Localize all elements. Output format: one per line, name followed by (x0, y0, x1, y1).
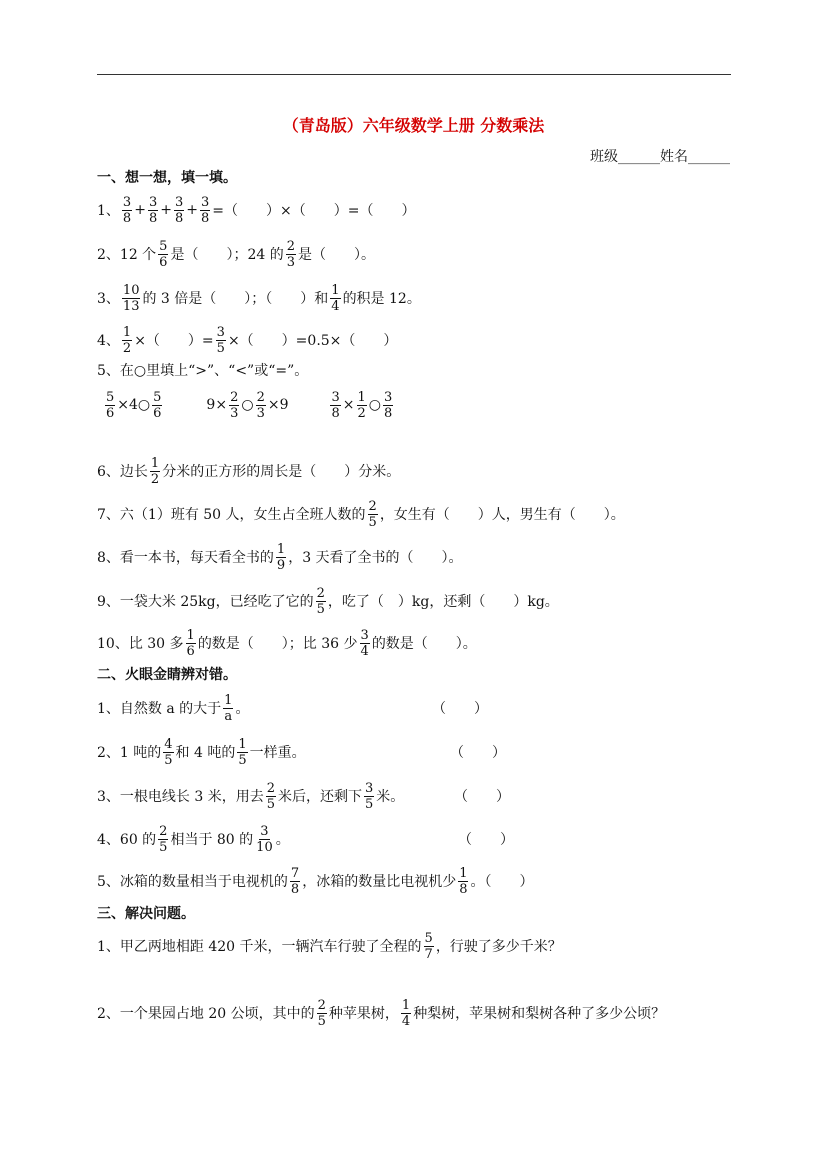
compare-circle[interactable]: ×4○ (117, 397, 151, 413)
fraction: $\frac{2}{5}$ (368, 498, 377, 530)
fraction: $\frac{1}{2}$ (150, 455, 160, 487)
judge-2: 2、1 吨的 $\frac{4}{5}$ 和 4 吨的 $\frac{1}{5}$ 一样重。 (97, 736, 306, 768)
judge-2-answer[interactable]: （ ） (450, 745, 506, 761)
fraction: $\frac{3}{8}$ (122, 194, 132, 226)
judge-1: 1、自然数 a 的大于 $\frac{1}{a}$ 。 (97, 692, 250, 724)
page-title: （青岛版）六年级数学上册 分数乘法 (282, 116, 545, 135)
fraction: $\frac{2}{5}$ (316, 585, 325, 617)
fraction: $\frac{1}{a}$ (224, 692, 233, 724)
fraction: $\frac{5}{7}$ (424, 930, 433, 962)
question-5: 5、在○里填上“>”、“<”或“=”。 (97, 363, 309, 379)
fraction: $\frac{10}{13}$ (122, 282, 140, 314)
fraction: $\frac{2}{5}$ (317, 997, 326, 1029)
fraction: $\frac{7}{8}$ (290, 865, 300, 897)
problem-1: 1、甲乙两地相距 420 千米，一辆汽车行驶了全程的 $\frac{5}{7}$ ，行驶了多少千米？ (97, 930, 562, 962)
compare-circle[interactable]: ○ (368, 397, 381, 413)
judge-4: 4、60 的 $\frac{2}{5}$ 相当于 80 的 $\frac{3}{10}$ 。 (97, 823, 290, 855)
section-1-heading: 一、想一想，填一填。 (97, 170, 237, 186)
question-7: 7、六（1）班有 50 人，女生占全班人数的 $\frac{2}{5}$ ，女生有（ ）人，男生有（ ）。 (97, 498, 625, 530)
fraction: $\frac{1}{2}$ (357, 389, 366, 421)
answer-blanks[interactable]: =（ ）×（ ）=（ ） (212, 203, 416, 219)
judge-5: 5、冰箱的数量相当于电视机的 $\frac{7}{8}$ ，冰箱的数量比电视机少 $\frac{1}{8}$ 。（ ） (97, 865, 534, 897)
fraction: $\frac{1}{5}$ (238, 736, 247, 768)
question-8: 8、看一本书，每天看全书的 $\frac{1}{9}$ ，3 天看了全书的（ ）。 (97, 541, 463, 573)
fraction: $\frac{3}{8}$ (174, 194, 184, 226)
fraction: $\frac{5}{6}$ (159, 238, 168, 270)
question-6: 6、边长 $\frac{1}{2}$ 分米的正方形的周长是（ ）分米。 (97, 455, 401, 487)
header-rule (97, 74, 731, 75)
fraction: $\frac{2}{3}$ (230, 389, 239, 421)
question-5-comparisons: $\frac{5}{6}$ ×4○ $\frac{5}{6}$ 9× $\frac{2}{3}$ ○ $\frac{2}{3}$ ×9 $\frac{3}{8}$ × $\frac{1}{2}$ ○ $\frac{3}{8}$ (106, 389, 393, 421)
fraction: $\frac{3}{5}$ (365, 780, 374, 812)
fraction: $\frac{4}{5}$ (164, 736, 173, 768)
fraction: $\frac{2}{5}$ (266, 780, 275, 812)
question-2: 2、12 个 $\frac{5}{6}$ 是（ ）；24 的 $\frac{2}{3}$ 是（ ）。 (97, 238, 375, 270)
section-2-heading: 二、火眼金睛辨对错。 (97, 667, 237, 683)
fraction: $\frac{1}{8}$ (459, 865, 468, 897)
section-3-heading: 三、解决问题。 (97, 906, 195, 922)
fraction: $\frac{3}{8}$ (331, 389, 340, 421)
fraction: $\frac{3}{10}$ (256, 823, 273, 855)
question-3: 3、 $\frac{10}{13}$ 的 3 倍是（ ）；（ ）和 $\frac{1}{4}$ 的积是 12。 (97, 282, 421, 314)
question-1: 1、 $\frac{3}{8}$ + $\frac{3}{8}$ + $\frac{3}{8}$ + $\frac{3}{8}$ =（ ）×（ ）=（ ） (97, 194, 416, 226)
fraction: $\frac{5}{6}$ (106, 389, 115, 421)
judge-3: 3、一根电线长 3 米，用去 $\frac{2}{5}$ 米后，还剩下 $\frac{3}{5}$ 米。 (97, 780, 405, 812)
question-9: 9、一袋大米 25kg，已经吃了它的 $\frac{2}{5}$ ，吃了（ ）kg，还剩（ ）kg。 (97, 585, 559, 617)
fraction: $\frac{1}{4}$ (401, 997, 411, 1029)
fraction: $\frac{3}{8}$ (148, 194, 158, 226)
fraction: $\frac{3}{4}$ (360, 627, 369, 659)
fraction: $\frac{2}{5}$ (159, 823, 168, 855)
fraction: $\frac{1}{9}$ (276, 541, 286, 573)
compare-circle[interactable]: ○ (241, 397, 254, 413)
question-4: 4、 $\frac{1}{2}$ ×（ ）= $\frac{3}{5}$ ×（ ）=0.5×（ ） (97, 324, 398, 356)
fraction: $\frac{1}{6}$ (186, 627, 195, 659)
fraction: $\frac{1}{2}$ (122, 324, 132, 356)
fraction: $\frac{2}{3}$ (256, 389, 265, 421)
problem-2: 2、一个果园占地 20 公顷，其中的 $\frac{2}{5}$ 种苹果树， $\frac{1}{4}$ 种梨树，苹果树和梨树各种了多少公顷？ (97, 997, 666, 1029)
judge-4-answer[interactable]: （ ） (458, 832, 514, 848)
class-name-field[interactable]: 班级______姓名______ (590, 149, 730, 165)
fraction: $\frac{3}{8}$ (200, 194, 210, 226)
fraction: $\frac{1}{4}$ (331, 282, 340, 314)
fraction: $\frac{3}{8}$ (384, 389, 393, 421)
judge-5-answer[interactable]: 。（ ） (470, 874, 534, 890)
judge-3-answer[interactable]: （ ） (454, 789, 510, 805)
fraction: $\frac{5}{6}$ (153, 389, 162, 421)
judge-1-answer[interactable]: （ ） (432, 701, 488, 717)
fraction: $\frac{2}{3}$ (286, 238, 295, 270)
fraction: $\frac{3}{5}$ (216, 324, 225, 356)
question-10: 10、比 30 多 $\frac{1}{6}$ 的数是（ ）；比 36 少 $\frac{3}{4}$ 的数是（ ）。 (97, 627, 477, 659)
